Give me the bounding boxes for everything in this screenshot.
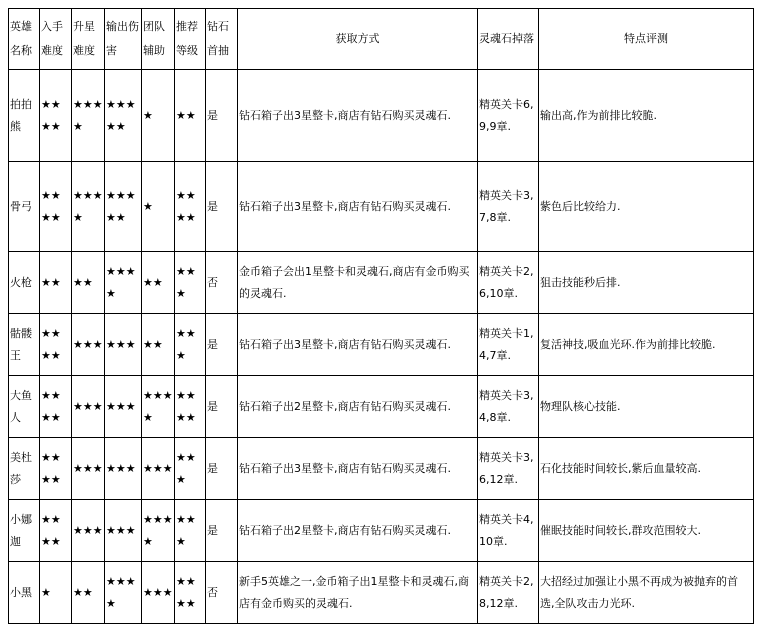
diamond-draw: 是	[206, 500, 238, 562]
diamond-draw: 否	[206, 562, 238, 624]
rating-stars: ★★★	[175, 500, 206, 562]
review-text: 狙击技能秒后排.	[539, 252, 754, 314]
support-stars: ★	[142, 70, 175, 162]
entry-difficulty: ★★★★	[40, 70, 72, 162]
header-diamond-draw: 钻石首抽	[206, 9, 238, 70]
damage-stars: ★★★★	[105, 252, 142, 314]
header-name: 英雄名称	[9, 9, 40, 70]
header-upgrade-difficulty: 升星难度	[72, 9, 105, 70]
entry-difficulty: ★★★★	[40, 314, 72, 376]
shard-drop: 精英关卡6,9,9章.	[478, 70, 539, 162]
header-rating: 推荐等级	[175, 9, 206, 70]
table-row	[9, 376, 754, 438]
table-row	[9, 500, 754, 562]
review-text: 物理队核心技能.	[539, 376, 754, 438]
acquire-method: 钻石箱子出2星整卡,商店有钻石购买灵魂石.	[238, 500, 478, 562]
damage-stars: ★★★★★	[105, 70, 142, 162]
support-stars: ★★★	[142, 562, 175, 624]
header-row	[9, 9, 754, 70]
rating-stars: ★★	[175, 70, 206, 162]
upgrade-difficulty: ★★	[72, 562, 105, 624]
shard-drop: 精英关卡4,10章.	[478, 500, 539, 562]
damage-stars: ★★★	[105, 500, 142, 562]
rating-stars: ★★★★	[175, 562, 206, 624]
support-stars: ★★★★	[142, 500, 175, 562]
upgrade-difficulty: ★★★★	[72, 70, 105, 162]
upgrade-difficulty: ★★★	[72, 438, 105, 500]
review-text: 催眠技能时间较长,群攻范围较大.	[539, 500, 754, 562]
table-row	[9, 162, 754, 252]
support-stars: ★	[142, 162, 175, 252]
rating-stars: ★★★	[175, 438, 206, 500]
table-row	[9, 562, 754, 624]
shard-drop: 精英关卡2,6,10章.	[478, 252, 539, 314]
upgrade-difficulty: ★★★	[72, 376, 105, 438]
diamond-draw: 是	[206, 438, 238, 500]
entry-difficulty: ★★★★	[40, 500, 72, 562]
table-row	[9, 438, 754, 500]
entry-difficulty: ★★★★	[40, 376, 72, 438]
damage-stars: ★★★★	[105, 562, 142, 624]
support-stars: ★★	[142, 252, 175, 314]
acquire-method: 钻石箱子出3星整卡,商店有钻石购买灵魂石.	[238, 438, 478, 500]
acquire-method: 钻石箱子出3星整卡,商店有钻石购买灵魂石.	[238, 162, 478, 252]
hero-name: 大鱼人	[9, 376, 40, 438]
review-text: 石化技能时间较长,紫后血量较高.	[539, 438, 754, 500]
entry-difficulty: ★	[40, 562, 72, 624]
header-shard-drop: 灵魂石掉落	[478, 9, 539, 70]
damage-stars: ★★★★★	[105, 162, 142, 252]
support-stars: ★★★★	[142, 376, 175, 438]
entry-difficulty: ★★★★	[40, 162, 72, 252]
damage-stars: ★★★	[105, 376, 142, 438]
acquire-method: 新手5英雄之一,金币箱子出1星整卡和灵魂石,商店有金币购买的灵魂石.	[238, 562, 478, 624]
table-row	[9, 252, 754, 314]
header-damage: 输出伤害	[105, 9, 142, 70]
diamond-draw: 否	[206, 252, 238, 314]
diamond-draw: 是	[206, 314, 238, 376]
acquire-method: 金币箱子会出1星整卡和灵魂石,商店有金币购买的灵魂石.	[238, 252, 478, 314]
header-entry-difficulty: 入手难度	[40, 9, 72, 70]
diamond-draw: 是	[206, 70, 238, 162]
hero-name: 拍拍熊	[9, 70, 40, 162]
hero-name: 骷髅王	[9, 314, 40, 376]
review-text: 紫色后比较给力.	[539, 162, 754, 252]
header-method: 获取方式	[238, 9, 478, 70]
hero-name: 小娜迦	[9, 500, 40, 562]
review-text: 输出高,作为前排比较脆.	[539, 70, 754, 162]
upgrade-difficulty: ★★★★	[72, 162, 105, 252]
shard-drop: 精英关卡3,7,8章.	[478, 162, 539, 252]
upgrade-difficulty: ★★	[72, 252, 105, 314]
acquire-method: 钻石箱子出3星整卡,商店有钻石购买灵魂石.	[238, 70, 478, 162]
support-stars: ★★	[142, 314, 175, 376]
header-support: 团队辅助	[142, 9, 175, 70]
hero-name: 骨弓	[9, 162, 40, 252]
entry-difficulty: ★★	[40, 252, 72, 314]
upgrade-difficulty: ★★★	[72, 500, 105, 562]
table-row	[9, 70, 754, 162]
upgrade-difficulty: ★★★	[72, 314, 105, 376]
hero-name: 火枪	[9, 252, 40, 314]
rating-stars: ★★★★	[175, 162, 206, 252]
table-row	[9, 314, 754, 376]
damage-stars: ★★★	[105, 438, 142, 500]
hero-name: 小黑	[9, 562, 40, 624]
review-text: 大招经过加强让小黑不再成为被抛弃的首选,全队攻击力光环.	[539, 562, 754, 624]
shard-drop: 精英关卡1,4,7章.	[478, 314, 539, 376]
entry-difficulty: ★★★★	[40, 438, 72, 500]
header-review: 特点评测	[539, 9, 754, 70]
acquire-method: 钻石箱子出2星整卡,商店有钻石购买灵魂石.	[238, 376, 478, 438]
hero-name: 美杜莎	[9, 438, 40, 500]
support-stars: ★★★	[142, 438, 175, 500]
diamond-draw: 是	[206, 376, 238, 438]
review-text: 复活神技,吸血光环.作为前排比较脆.	[539, 314, 754, 376]
hero-guide-table	[8, 8, 754, 624]
acquire-method: 钻石箱子出3星整卡,商店有钻石购买灵魂石.	[238, 314, 478, 376]
shard-drop: 精英关卡3,6,12章.	[478, 438, 539, 500]
rating-stars: ★★★★	[175, 376, 206, 438]
damage-stars: ★★★	[105, 314, 142, 376]
shard-drop: 精英关卡3,4,8章.	[478, 376, 539, 438]
rating-stars: ★★★	[175, 252, 206, 314]
shard-drop: 精英关卡2,8,12章.	[478, 562, 539, 624]
diamond-draw: 是	[206, 162, 238, 252]
rating-stars: ★★★	[175, 314, 206, 376]
